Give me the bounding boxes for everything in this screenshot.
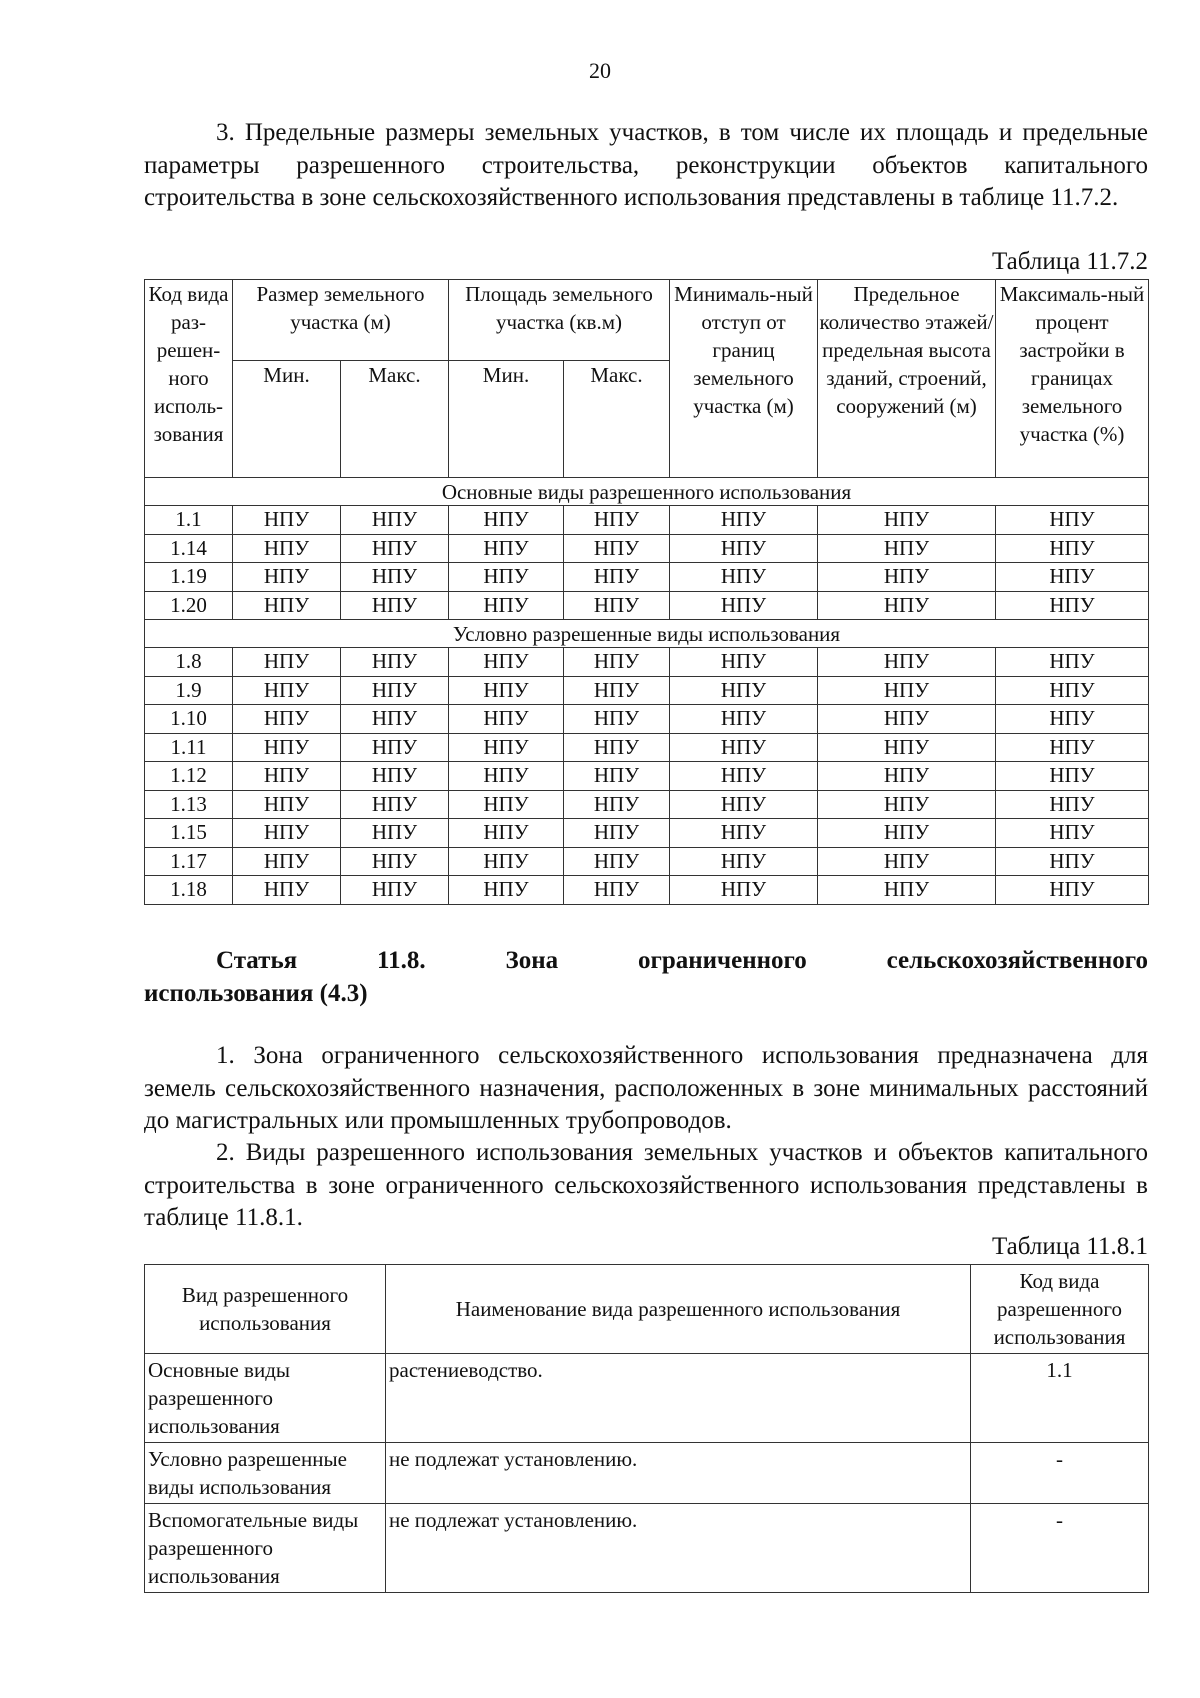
row-value-cell: НПУ [341,847,449,876]
row-value-cell: НПУ [449,705,564,734]
row-value-cell: НПУ [670,847,818,876]
row-value-cell: НПУ [564,762,670,791]
row-value-cell: НПУ [670,506,818,535]
row-value-cell: НПУ [670,819,818,848]
row-code-cell: 1.14 [145,534,233,563]
row-code-cell: 1.18 [145,876,233,905]
row-value-cell: НПУ [996,847,1149,876]
page-number: 20 [589,58,611,83]
row-code-cell: 1.19 [145,563,233,592]
header-kind: Вид разрешенного использования [145,1265,386,1354]
row-value-cell: НПУ [449,733,564,762]
article-paragraph-1: 1. Зона ограниченного сельскохозяйственного использования предназначена для земель сельскохозяйственного назначения, расположенных в зоне минимальных расстояний до магистральных или промышленных трубопроводов. [144,1042,1148,1134]
row-code-cell: 1.20 [145,591,233,620]
row-value-cell: НПУ [341,790,449,819]
row-value-cell: НПУ [564,648,670,677]
row-value-cell: НПУ [341,705,449,734]
header-size: Размер земельного участка (м) [233,280,449,361]
row-value-cell: НПУ [818,648,996,677]
row-value-cell: НПУ [670,676,818,705]
row-value-cell: НПУ [341,506,449,535]
table-row [145,876,1149,905]
row-value-cell: НПУ [670,705,818,734]
table-row [145,563,1149,592]
heading-line-2: использования (4.3) [144,980,368,1007]
row-value-cell: НПУ [449,506,564,535]
table-row [145,1443,1149,1504]
row-kind: Основные виды разрешенного использования [145,1354,386,1443]
table-11-7-2 [144,279,1149,905]
row-value-cell: НПУ [564,733,670,762]
table-11-8-1 [144,1264,1149,1593]
row-value-cell: НПУ [341,762,449,791]
row-kind: Условно разрешенные виды использования [145,1443,386,1504]
table-11-8-1-caption: Таблица 11.8.1 [992,1233,1148,1260]
row-value-cell: НПУ [449,819,564,848]
heading-word: сельскохозяйственного [886,947,1148,974]
table-row [145,733,1149,762]
row-value-cell: НПУ [996,506,1149,535]
row-value-cell: НПУ [818,705,996,734]
row-value-cell: НПУ [449,591,564,620]
row-value-cell: НПУ [564,847,670,876]
row-value-cell: НПУ [564,676,670,705]
row-code: - [971,1504,1149,1593]
row-value-cell: НПУ [341,648,449,677]
header-size-max: Макс. [341,361,449,478]
row-name: растениеводство. [386,1354,971,1443]
row-value-cell: НПУ [996,563,1149,592]
table-row [145,591,1149,620]
row-value-cell: НПУ [818,733,996,762]
row-code-cell: 1.12 [145,762,233,791]
row-value-cell: НПУ [818,563,996,592]
row-value-cell: НПУ [564,563,670,592]
row-value-cell: НПУ [996,733,1149,762]
row-value-cell: НПУ [449,876,564,905]
row-value-cell: НПУ [449,534,564,563]
table-row [145,676,1149,705]
row-value-cell: НПУ [564,790,670,819]
row-value-cell: НПУ [341,819,449,848]
row-name: не подлежат установлению. [386,1504,971,1593]
row-value-cell: НПУ [233,876,341,905]
row-value-cell: НПУ [564,819,670,848]
table-row [145,819,1149,848]
intro-paragraph: 3. Предельные размеры земельных участков, в том числе их площадь и предельные параметры разрешенного строительства, реконструкции объектов капитального строительства в зоне сельскохозяйственного использования представлены в таблице 11.7.2. [144,119,1148,211]
table-11-7-2-caption: Таблица 11.7.2 [992,248,1148,275]
table-row [145,1504,1149,1593]
header-area: Площадь земельного участка (кв.м) [449,280,670,361]
row-value-cell: НПУ [233,563,341,592]
row-value-cell: НПУ [996,591,1149,620]
row-value-cell: НПУ [449,648,564,677]
row-value-cell: НПУ [233,762,341,791]
row-value-cell: НПУ [996,676,1149,705]
heading-word: 11.8. [377,947,426,974]
row-value-cell: НПУ [564,876,670,905]
row-value-cell: НПУ [818,819,996,848]
row-code-cell: 1.13 [145,790,233,819]
row-value-cell: НПУ [564,506,670,535]
row-value-cell: НПУ [449,790,564,819]
table-row [145,847,1149,876]
header-setback: Минималь-ный отступ от границ земельного участка (м) [670,280,818,478]
row-value-cell: НПУ [818,676,996,705]
row-value-cell: НПУ [449,676,564,705]
row-value-cell: НПУ [233,676,341,705]
row-value-cell: НПУ [670,534,818,563]
row-code-cell: 1.8 [145,648,233,677]
row-name: не подлежат установлению. [386,1443,971,1504]
row-value-cell: НПУ [996,762,1149,791]
row-code-cell: 1.15 [145,819,233,848]
row-value-cell: НПУ [233,705,341,734]
row-value-cell: НПУ [449,847,564,876]
row-value-cell: НПУ [818,506,996,535]
row-value-cell: НПУ [818,790,996,819]
row-kind: Вспомогательные виды разрешенного использования [145,1504,386,1593]
row-value-cell: НПУ [996,790,1149,819]
table-row [145,1354,1149,1443]
row-value-cell: НПУ [233,819,341,848]
row-value-cell: НПУ [233,591,341,620]
row-value-cell: НПУ [341,534,449,563]
heading-word: Статья [216,947,298,974]
row-value-cell: НПУ [341,733,449,762]
header-size-min: Мин. [233,361,341,478]
heading-word: ограниченного [637,947,807,974]
row-value-cell: НПУ [233,790,341,819]
header-floors: Предельное количество этажей/ предельная высота зданий, строений, сооружений (м) [818,280,996,478]
header-area-min: Мин. [449,361,564,478]
row-value-cell: НПУ [564,534,670,563]
table-row [145,648,1149,677]
row-value-cell: НПУ [670,591,818,620]
row-value-cell: НПУ [233,534,341,563]
table-row [145,790,1149,819]
heading-word: Зона [505,947,559,974]
row-value-cell: НПУ [670,648,818,677]
row-value-cell: НПУ [670,790,818,819]
header-coverage: Максималь-ный процент застройки в границах земельного участка (%) [996,280,1149,478]
row-value-cell: НПУ [233,847,341,876]
row-value-cell: НПУ [341,676,449,705]
row-code: 1.1 [971,1354,1149,1443]
row-value-cell: НПУ [670,876,818,905]
row-value-cell: НПУ [564,591,670,620]
article-heading [144,944,1148,1010]
row-code-cell: 1.1 [145,506,233,535]
table-row [145,762,1149,791]
row-value-cell: НПУ [818,534,996,563]
article-paragraph-2: 2. Виды разрешенного использования земельных участков и объектов капитального строительства в зоне ограниченного сельскохозяйственного использования представлены в таблице 11.8.1. [144,1139,1148,1231]
table-row [145,705,1149,734]
row-value-cell: НПУ [818,876,996,905]
row-value-cell: НПУ [564,705,670,734]
row-value-cell: НПУ [449,563,564,592]
row-value-cell: НПУ [996,705,1149,734]
row-value-cell: НПУ [670,762,818,791]
row-value-cell: НПУ [818,591,996,620]
header-code: Код вида разрешенного использования [971,1265,1149,1354]
row-value-cell: НПУ [996,534,1149,563]
row-code: - [971,1443,1149,1504]
row-value-cell: НПУ [341,563,449,592]
header-code: Код вида раз-решен-ного исполь-зования [145,280,233,478]
table-row [145,506,1149,535]
header-area-max: Макс. [564,361,670,478]
row-value-cell: НПУ [341,876,449,905]
row-code-cell: 1.17 [145,847,233,876]
header-name: Наименование вида разрешенного использования [386,1265,971,1354]
section-conditional-heading: Условно разрешенные виды использования [145,620,1149,648]
row-code-cell: 1.10 [145,705,233,734]
row-value-cell: НПУ [996,876,1149,905]
row-value-cell: НПУ [341,591,449,620]
row-value-cell: НПУ [670,563,818,592]
row-code-cell: 1.9 [145,676,233,705]
row-value-cell: НПУ [818,847,996,876]
row-value-cell: НПУ [996,648,1149,677]
row-value-cell: НПУ [818,762,996,791]
row-value-cell: НПУ [996,819,1149,848]
row-value-cell: НПУ [233,648,341,677]
table-row [145,534,1149,563]
row-value-cell: НПУ [233,506,341,535]
row-value-cell: НПУ [449,762,564,791]
row-value-cell: НПУ [233,733,341,762]
section-main-heading: Основные виды разрешенного использования [145,478,1149,506]
row-code-cell: 1.11 [145,733,233,762]
row-value-cell: НПУ [670,733,818,762]
